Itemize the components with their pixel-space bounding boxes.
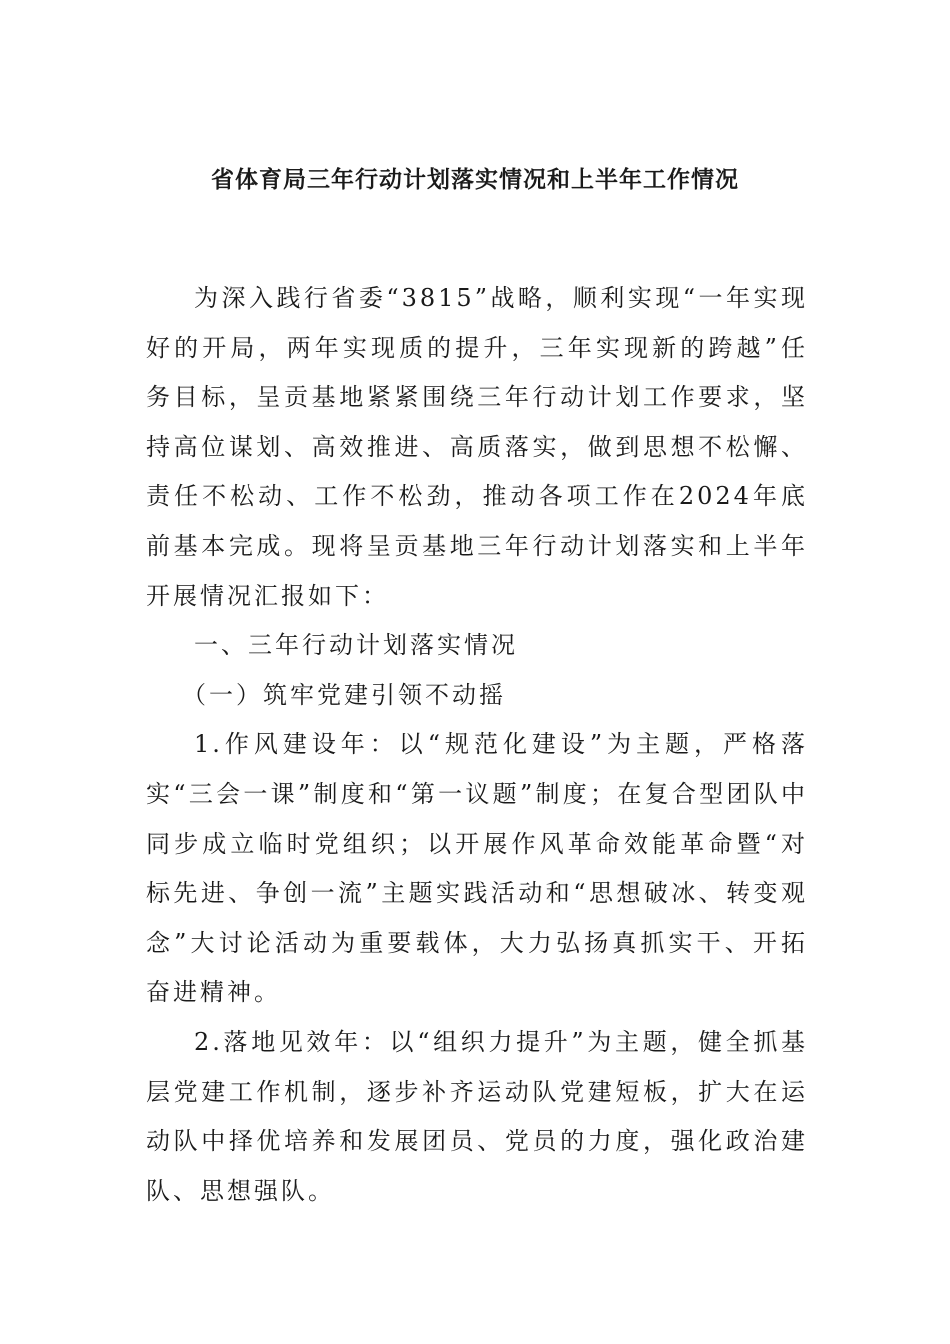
document-body (146, 274, 808, 1216)
document-title: 省体育局三年行动计划落实情况和上半年工作情况 (211, 166, 739, 193)
item-paragraph-2: 2.落地见效年：以“组织力提升”为主题，健全抓基层党建工作机制，逐步补齐运动队党建短板，扩大在运动队中择优培养和发展团员、党员的力度，强化政治建队、思想强队。 (146, 1027, 808, 1205)
item-paragraph-1: 1.作风建设年：以“规范化建设”为主题，严格落实“三会一课”制度和“第一议题”制度；在复合型团队中同步成立临时党组织；以开展作风革命效能革命暨“对标先进、争创一流”主题实践活动和“思想破冰、转变观念”大讨论活动为重要载体，大力弘扬真抓实干、开拓奋进精神。 (146, 730, 808, 1007)
intro-paragraph: 为深入践行省委“3815”战略，顺利实现“一年实现好的开局，两年实现质的提升，三年实现新的跨越”任务目标，呈贡基地紧紧围绕三年行动计划工作要求，坚持高位谋划、高效推进、高质落实，做到思想不松懈、责任不松动、工作不松劲，推动各项工作在2024年底前基本完成。现将呈贡基地三年行动计划落实和上半年开展情况汇报如下： (146, 284, 808, 610)
section-heading: 一、三年行动计划落实情况 (194, 631, 518, 660)
subsection-heading: （一）筑牢党建引领不动摇 (182, 680, 506, 709)
